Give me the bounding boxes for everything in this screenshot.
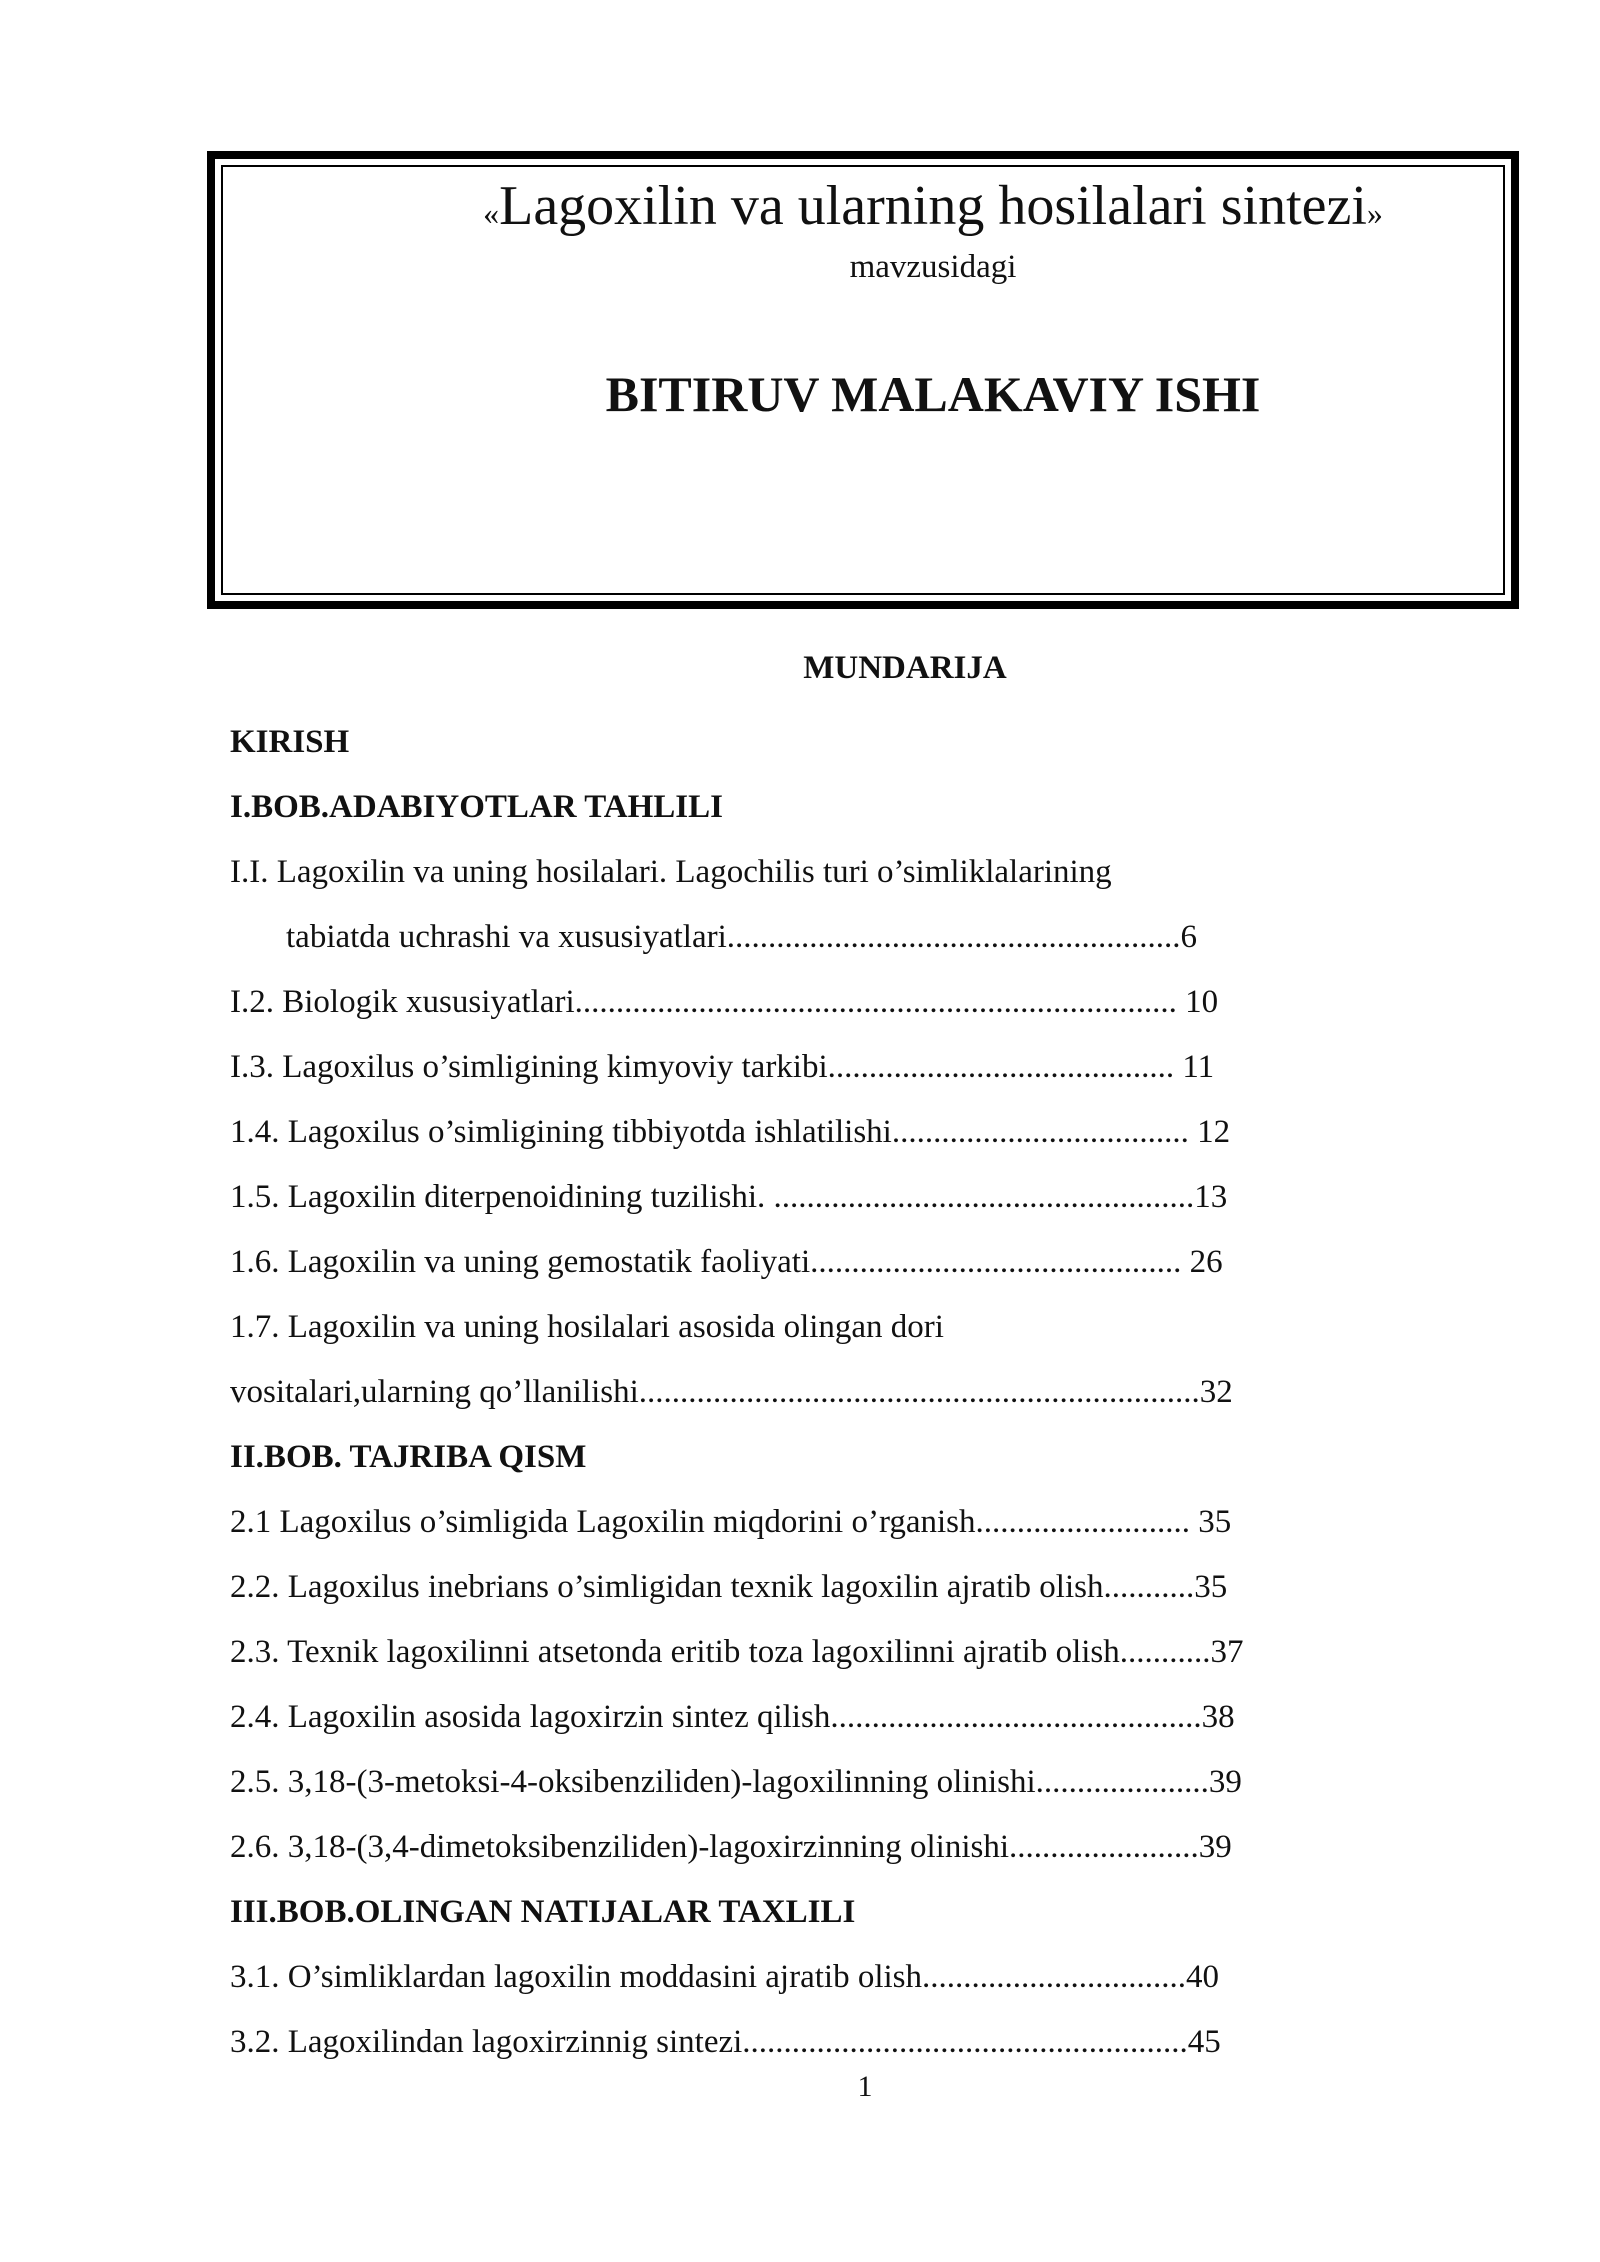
toc-entry: II.BOB. TAJRIBA QISM bbox=[230, 1439, 587, 1475]
toc-entry: III.BOB.OLINGAN NATIJALAR TAXLILI bbox=[230, 1894, 856, 1930]
title-quote-close: » bbox=[1366, 195, 1383, 231]
toc-entry: 1.7. Lagoxilin va uning hosilalari asosida olingan dori bbox=[230, 1309, 944, 1345]
work-type-heading: BITIRUV MALAKAVIY ISHI bbox=[605, 366, 1261, 422]
toc-entry: 1.4. Lagoxilus o’simligining tibbiyotda ishlatilishi.................................... 12 bbox=[230, 1114, 1231, 1150]
toc-entry: 2.3. Texnik lagoxilinni atsetonda eritib toza lagoxilinni ajratib olish...........37 bbox=[230, 1634, 1244, 1670]
document-title bbox=[215, 171, 1511, 248]
toc-entry: 2.1 Lagoxilus o’simligida Lagoxilin miqdorini o’rganish.......................... 35 bbox=[230, 1504, 1232, 1540]
page-number: 1 bbox=[857, 2070, 873, 2103]
title-text: Lagoxilin va ularning hosilalari sintezi bbox=[499, 175, 1367, 237]
toc-entry: 1.6. Lagoxilin va uning gemostatik faoliyati............................................. 26 bbox=[230, 1244, 1223, 1280]
toc-entry: 3.1. O’simliklardan lagoxilin moddasini ajratib olish................................40 bbox=[230, 1959, 1220, 1995]
toc-entry: I.I. Lagoxilin va uning hosilalari. Lagochilis turi o’simliklalarining bbox=[230, 854, 1112, 890]
toc-heading: MUNDARIJA bbox=[803, 650, 1007, 686]
toc-entry: I.3. Lagoxilus o’simligining kimyoviy tarkibi.......................................... 11 bbox=[230, 1049, 1215, 1085]
table-of-contents bbox=[230, 710, 1390, 2075]
toc-entry: 2.4. Lagoxilin asosida lagoxirzin sintez qilish.............................................38 bbox=[230, 1699, 1235, 1735]
toc-entry: 2.6. 3,18-(3,4-dimetoksibenziliden)-lagoxirzinning olinishi.......................39 bbox=[230, 1829, 1232, 1865]
toc-entry: vositalari,ularning qo’llanilishi....................................................................32 bbox=[230, 1374, 1233, 1410]
title-box bbox=[207, 151, 1519, 609]
toc-entry: I.BOB.ADABIYOTLAR TAHLILI bbox=[230, 789, 723, 825]
toc-entry: tabiatda uchrashi va xususiyatlari.......................................................6 bbox=[286, 919, 1198, 955]
toc-entry: 2.2. Lagoxilus inebrians o’simligidan texnik lagoxilin ajratib olish...........35 bbox=[230, 1569, 1228, 1605]
title-quote-open: « bbox=[483, 195, 500, 231]
toc-entry: 3.2. Lagoxilindan lagoxirzinnig sintezi......................................................45 bbox=[230, 2024, 1221, 2060]
toc-entry: 2.5. 3,18-(3-metoksi-4-oksibenziliden)-lagoxilinning olinishi.....................39 bbox=[230, 1764, 1242, 1800]
document-subtitle: mavzusidagi bbox=[849, 249, 1017, 285]
toc-entry: 1.5. Lagoxilin diterpenoidining tuzilishi. ...................................................13 bbox=[230, 1179, 1228, 1215]
toc-entry: I.2. Biologik xususiyatlari......................................................................... 10 bbox=[230, 984, 1219, 1020]
toc-entry: KIRISH bbox=[230, 724, 350, 760]
